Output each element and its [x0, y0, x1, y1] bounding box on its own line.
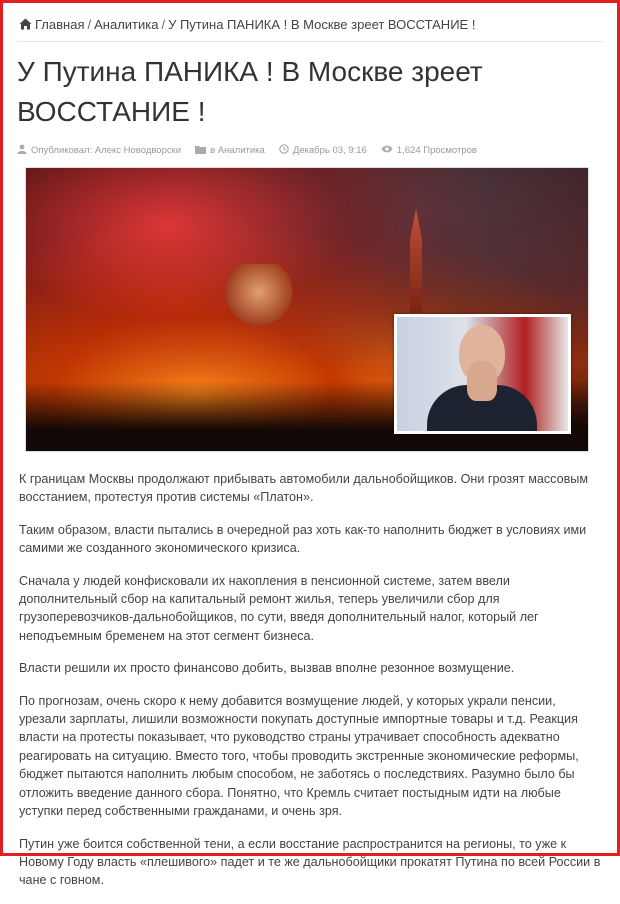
- post-meta: [17, 144, 603, 157]
- paragraph: Сначала у людей конфисковали их накопления в пенсионной системе, затем ввели дополнительный сбор на капитальный ремонт жилья, теперь увеличили сбор для грузоперевозчиков-дальнобойщиков, по сути, введя дополнительный налог, который лег неподъемным бременем на этот сегмент бизнеса.: [19, 573, 539, 643]
- breadcrumb-separator: /: [87, 17, 92, 32]
- paragraph: По прогнозам, очень скоро к нему добавится возмущение людей, у которых украли пенсии, урезали зарплаты, лишили возможности покупать доступные импортные товары и т.д. Реакция власти на протесты показывает, что руководство страны утрачивает способность адекватно реагировать на ситуацию. Вместо того, чтобы проводить экстренные экономические реформы, бюджет пытаются наполнить любым способом, не заботясь о последствиях. Разумно было бы отложить введение данного сбора. Понятно, что Кремль считает постыдным идти на любые уступки перед собственными гражданами, и очень зря.: [19, 693, 579, 819]
- title-line-2: ВОССТАНИЕ !: [17, 96, 206, 127]
- eye-icon: [381, 145, 393, 156]
- breadcrumb-section-link[interactable]: Аналитика: [94, 17, 159, 32]
- view-count: 1,624 Просмотров: [396, 145, 477, 156]
- page-title: [17, 52, 603, 132]
- breadcrumb-separator: /: [161, 17, 166, 32]
- kremlin-tower-shape: [401, 208, 431, 313]
- paragraph: К границам Москвы продолжают прибывать автомобили дальнобойщиков. Они грозят массовым восстанием, протестуя против системы «Платон».: [19, 472, 589, 505]
- breadcrumb: [17, 11, 603, 42]
- title-line-1: У Путина ПАНИКА ! В Москве зреет: [17, 56, 483, 87]
- cathedral-shape: [224, 264, 294, 334]
- author-label[interactable]: Опубликовал: Алекс Новодворски: [31, 145, 182, 156]
- category-label[interactable]: в Аналитика: [210, 145, 265, 156]
- paragraph: Путин уже боится собственной тени, а если восстание распространится на регионы, то уже к Новому Году власть «плешивого» падет и те же дальнобойщики прокатят Путина по всей России в чане с говном.: [19, 836, 601, 888]
- post-date: Декабрь 03, 9:16: [292, 145, 367, 156]
- inset-portrait-image: [394, 314, 571, 434]
- breadcrumb-home-link[interactable]: Главная: [35, 17, 85, 32]
- paragraph: Власти решили их просто финансово добить, вызвав вполне резонное возмущение.: [19, 661, 515, 676]
- clock-icon: [279, 144, 289, 157]
- breadcrumb-current: У Путина ПАНИКА ! В Москве зреет ВОССТАНИЕ !: [168, 17, 476, 32]
- article-container: [17, 11, 603, 904]
- article-body: [17, 470, 603, 890]
- home-icon[interactable]: [19, 18, 32, 33]
- folder-icon: [195, 145, 206, 157]
- paragraph: Таким образом, власти пытались в очередной раз хоть как-то наполнить бюджет в условиях ими самими же созданного экономического кризиса.: [19, 522, 587, 556]
- user-icon: [17, 144, 27, 157]
- article-hero-image: [25, 167, 589, 452]
